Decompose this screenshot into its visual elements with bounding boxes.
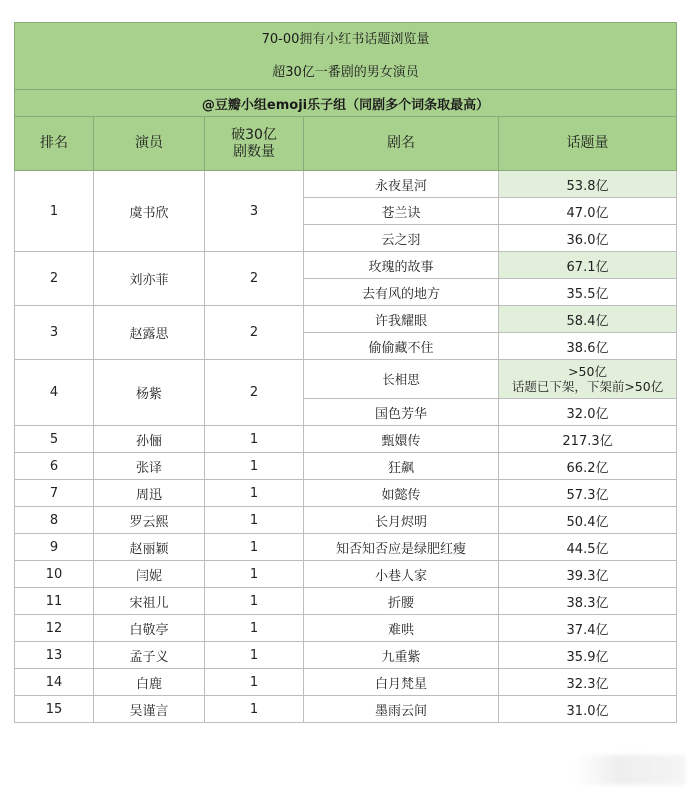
header-count-line-2: 剧数量 bbox=[233, 143, 275, 160]
table-row bbox=[15, 696, 677, 723]
views-cell bbox=[499, 453, 677, 480]
drama-count-cell: 1 bbox=[205, 480, 304, 507]
views-value: 35.9亿 bbox=[566, 649, 609, 665]
views-value: 44.5亿 bbox=[566, 541, 609, 557]
drama-name-cell: 苍兰诀 bbox=[304, 198, 499, 225]
table-row bbox=[15, 669, 677, 696]
drama-count-cell: 1 bbox=[205, 507, 304, 534]
table-row bbox=[15, 453, 677, 480]
views-cell bbox=[499, 642, 677, 669]
views-cell bbox=[499, 561, 677, 588]
drama-name-cell: 如懿传 bbox=[304, 480, 499, 507]
header-count bbox=[205, 117, 304, 171]
views-cell bbox=[499, 426, 677, 453]
actor-cell: 周迅 bbox=[94, 480, 205, 507]
rank-cell: 13 bbox=[15, 642, 94, 669]
drama-name-cell: 永夜星河 bbox=[304, 171, 499, 198]
table-row bbox=[15, 426, 677, 453]
rank-cell: 1 bbox=[15, 171, 94, 252]
views-value: 47.0亿 bbox=[566, 205, 609, 221]
header-drama: 剧名 bbox=[304, 117, 499, 171]
views-value: 31.0亿 bbox=[566, 703, 609, 719]
actor-cell: 白敬亭 bbox=[94, 615, 205, 642]
rank-cell: 2 bbox=[15, 252, 94, 306]
drama-count-cell: 2 bbox=[205, 360, 304, 426]
views-cell bbox=[499, 399, 677, 426]
ranking-table bbox=[14, 22, 677, 723]
views-cell bbox=[499, 198, 677, 225]
views-cell bbox=[499, 333, 677, 360]
watermark bbox=[575, 755, 685, 785]
views-cell bbox=[499, 171, 677, 198]
actor-cell: 刘亦菲 bbox=[94, 252, 205, 306]
actor-cell: 孟子义 bbox=[94, 642, 205, 669]
header-views: 话题量 bbox=[499, 117, 677, 171]
actor-cell: 闫妮 bbox=[94, 561, 205, 588]
drama-name-cell: 难哄 bbox=[304, 615, 499, 642]
rank-cell: 10 bbox=[15, 561, 94, 588]
views-value: >50亿 bbox=[568, 364, 607, 379]
title-line-2: 超30亿一番剧的男女演员 bbox=[272, 65, 419, 80]
views-value: 67.1亿 bbox=[566, 259, 609, 275]
views-cell bbox=[499, 252, 677, 279]
table-row bbox=[15, 588, 677, 615]
rank-cell: 14 bbox=[15, 669, 94, 696]
drama-count-cell: 2 bbox=[205, 306, 304, 360]
drama-name-cell: 去有风的地方 bbox=[304, 279, 499, 306]
drama-name-cell: 偷偷藏不住 bbox=[304, 333, 499, 360]
rank-cell: 6 bbox=[15, 453, 94, 480]
views-value: 32.3亿 bbox=[566, 676, 609, 692]
drama-count-cell: 1 bbox=[205, 642, 304, 669]
views-cell bbox=[499, 306, 677, 333]
table-title bbox=[15, 23, 677, 90]
views-cell bbox=[499, 507, 677, 534]
actor-cell: 虞书欣 bbox=[94, 171, 205, 252]
header-count-line-1: 破30亿 bbox=[231, 126, 277, 143]
table-row bbox=[15, 507, 677, 534]
views-value: 38.3亿 bbox=[566, 595, 609, 611]
rank-cell: 11 bbox=[15, 588, 94, 615]
views-cell bbox=[499, 360, 677, 399]
drama-count-cell: 1 bbox=[205, 561, 304, 588]
drama-count-cell: 1 bbox=[205, 588, 304, 615]
actor-cell: 赵丽颖 bbox=[94, 534, 205, 561]
actor-cell: 赵露思 bbox=[94, 306, 205, 360]
drama-name-cell: 长月烬明 bbox=[304, 507, 499, 534]
rank-cell: 5 bbox=[15, 426, 94, 453]
header-actor: 演员 bbox=[94, 117, 205, 171]
actor-cell: 吴谨言 bbox=[94, 696, 205, 723]
header-row bbox=[15, 117, 677, 171]
views-value: 53.8亿 bbox=[566, 178, 609, 194]
views-cell bbox=[499, 225, 677, 252]
table-row bbox=[15, 615, 677, 642]
drama-name-cell: 云之羽 bbox=[304, 225, 499, 252]
table-row bbox=[15, 306, 677, 333]
title-line-1: 70-00拥有小红书话题浏览量 bbox=[261, 32, 430, 47]
views-value: 58.4亿 bbox=[566, 313, 609, 329]
drama-name-cell: 狂飙 bbox=[304, 453, 499, 480]
views-value: 57.3亿 bbox=[566, 487, 609, 503]
drama-count-cell: 1 bbox=[205, 696, 304, 723]
rank-cell: 8 bbox=[15, 507, 94, 534]
views-value: 50.4亿 bbox=[566, 514, 609, 530]
table-row bbox=[15, 171, 677, 198]
rank-cell: 15 bbox=[15, 696, 94, 723]
table-row bbox=[15, 252, 677, 279]
views-value: 217.3亿 bbox=[562, 433, 613, 449]
views-cell bbox=[499, 480, 677, 507]
views-value: 35.5亿 bbox=[566, 286, 609, 302]
table-row bbox=[15, 642, 677, 669]
table-row bbox=[15, 534, 677, 561]
drama-name-cell: 折腰 bbox=[304, 588, 499, 615]
drama-name-cell: 玫瑰的故事 bbox=[304, 252, 499, 279]
views-value: 66.2亿 bbox=[566, 460, 609, 476]
views-note: 话题已下架，下架前>50亿 bbox=[511, 379, 664, 394]
views-value: 32.0亿 bbox=[566, 406, 609, 422]
views-cell bbox=[499, 534, 677, 561]
actor-cell: 张译 bbox=[94, 453, 205, 480]
drama-name-cell: 白月梵星 bbox=[304, 669, 499, 696]
drama-name-cell: 小巷人家 bbox=[304, 561, 499, 588]
actor-cell: 白鹿 bbox=[94, 669, 205, 696]
actor-cell: 宋祖儿 bbox=[94, 588, 205, 615]
rank-cell: 9 bbox=[15, 534, 94, 561]
actor-cell: 罗云熙 bbox=[94, 507, 205, 534]
views-value: 37.4亿 bbox=[566, 622, 609, 638]
rank-cell: 7 bbox=[15, 480, 94, 507]
drama-count-cell: 1 bbox=[205, 615, 304, 642]
views-value: 39.3亿 bbox=[566, 568, 609, 584]
drama-name-cell: 长相思 bbox=[304, 360, 499, 399]
drama-name-cell: 九重紫 bbox=[304, 642, 499, 669]
drama-name-cell: 墨雨云间 bbox=[304, 696, 499, 723]
table-row bbox=[15, 561, 677, 588]
drama-count-cell: 1 bbox=[205, 669, 304, 696]
rank-cell: 12 bbox=[15, 615, 94, 642]
drama-count-cell: 2 bbox=[205, 252, 304, 306]
drama-name-cell: 国色芳华 bbox=[304, 399, 499, 426]
rank-cell: 4 bbox=[15, 360, 94, 426]
drama-name-cell: 许我耀眼 bbox=[304, 306, 499, 333]
actor-cell: 杨紫 bbox=[94, 360, 205, 426]
rank-cell: 3 bbox=[15, 306, 94, 360]
drama-count-cell: 1 bbox=[205, 534, 304, 561]
table-row bbox=[15, 360, 677, 399]
drama-name-cell: 甄嬛传 bbox=[304, 426, 499, 453]
table-row bbox=[15, 480, 677, 507]
views-cell bbox=[499, 696, 677, 723]
views-cell bbox=[499, 279, 677, 306]
header-rank: 排名 bbox=[15, 117, 94, 171]
views-cell bbox=[499, 615, 677, 642]
actor-cell: 孙俪 bbox=[94, 426, 205, 453]
views-value: 36.0亿 bbox=[566, 232, 609, 248]
table-subtitle: @豆瓣小组emoji乐子组（同剧多个词条取最高） bbox=[15, 90, 677, 117]
views-value: 38.6亿 bbox=[566, 340, 609, 356]
drama-count-cell: 1 bbox=[205, 453, 304, 480]
drama-count-cell: 1 bbox=[205, 426, 304, 453]
drama-count-cell: 3 bbox=[205, 171, 304, 252]
views-cell bbox=[499, 588, 677, 615]
drama-name-cell: 知否知否应是绿肥红瘦 bbox=[304, 534, 499, 561]
views-cell bbox=[499, 669, 677, 696]
